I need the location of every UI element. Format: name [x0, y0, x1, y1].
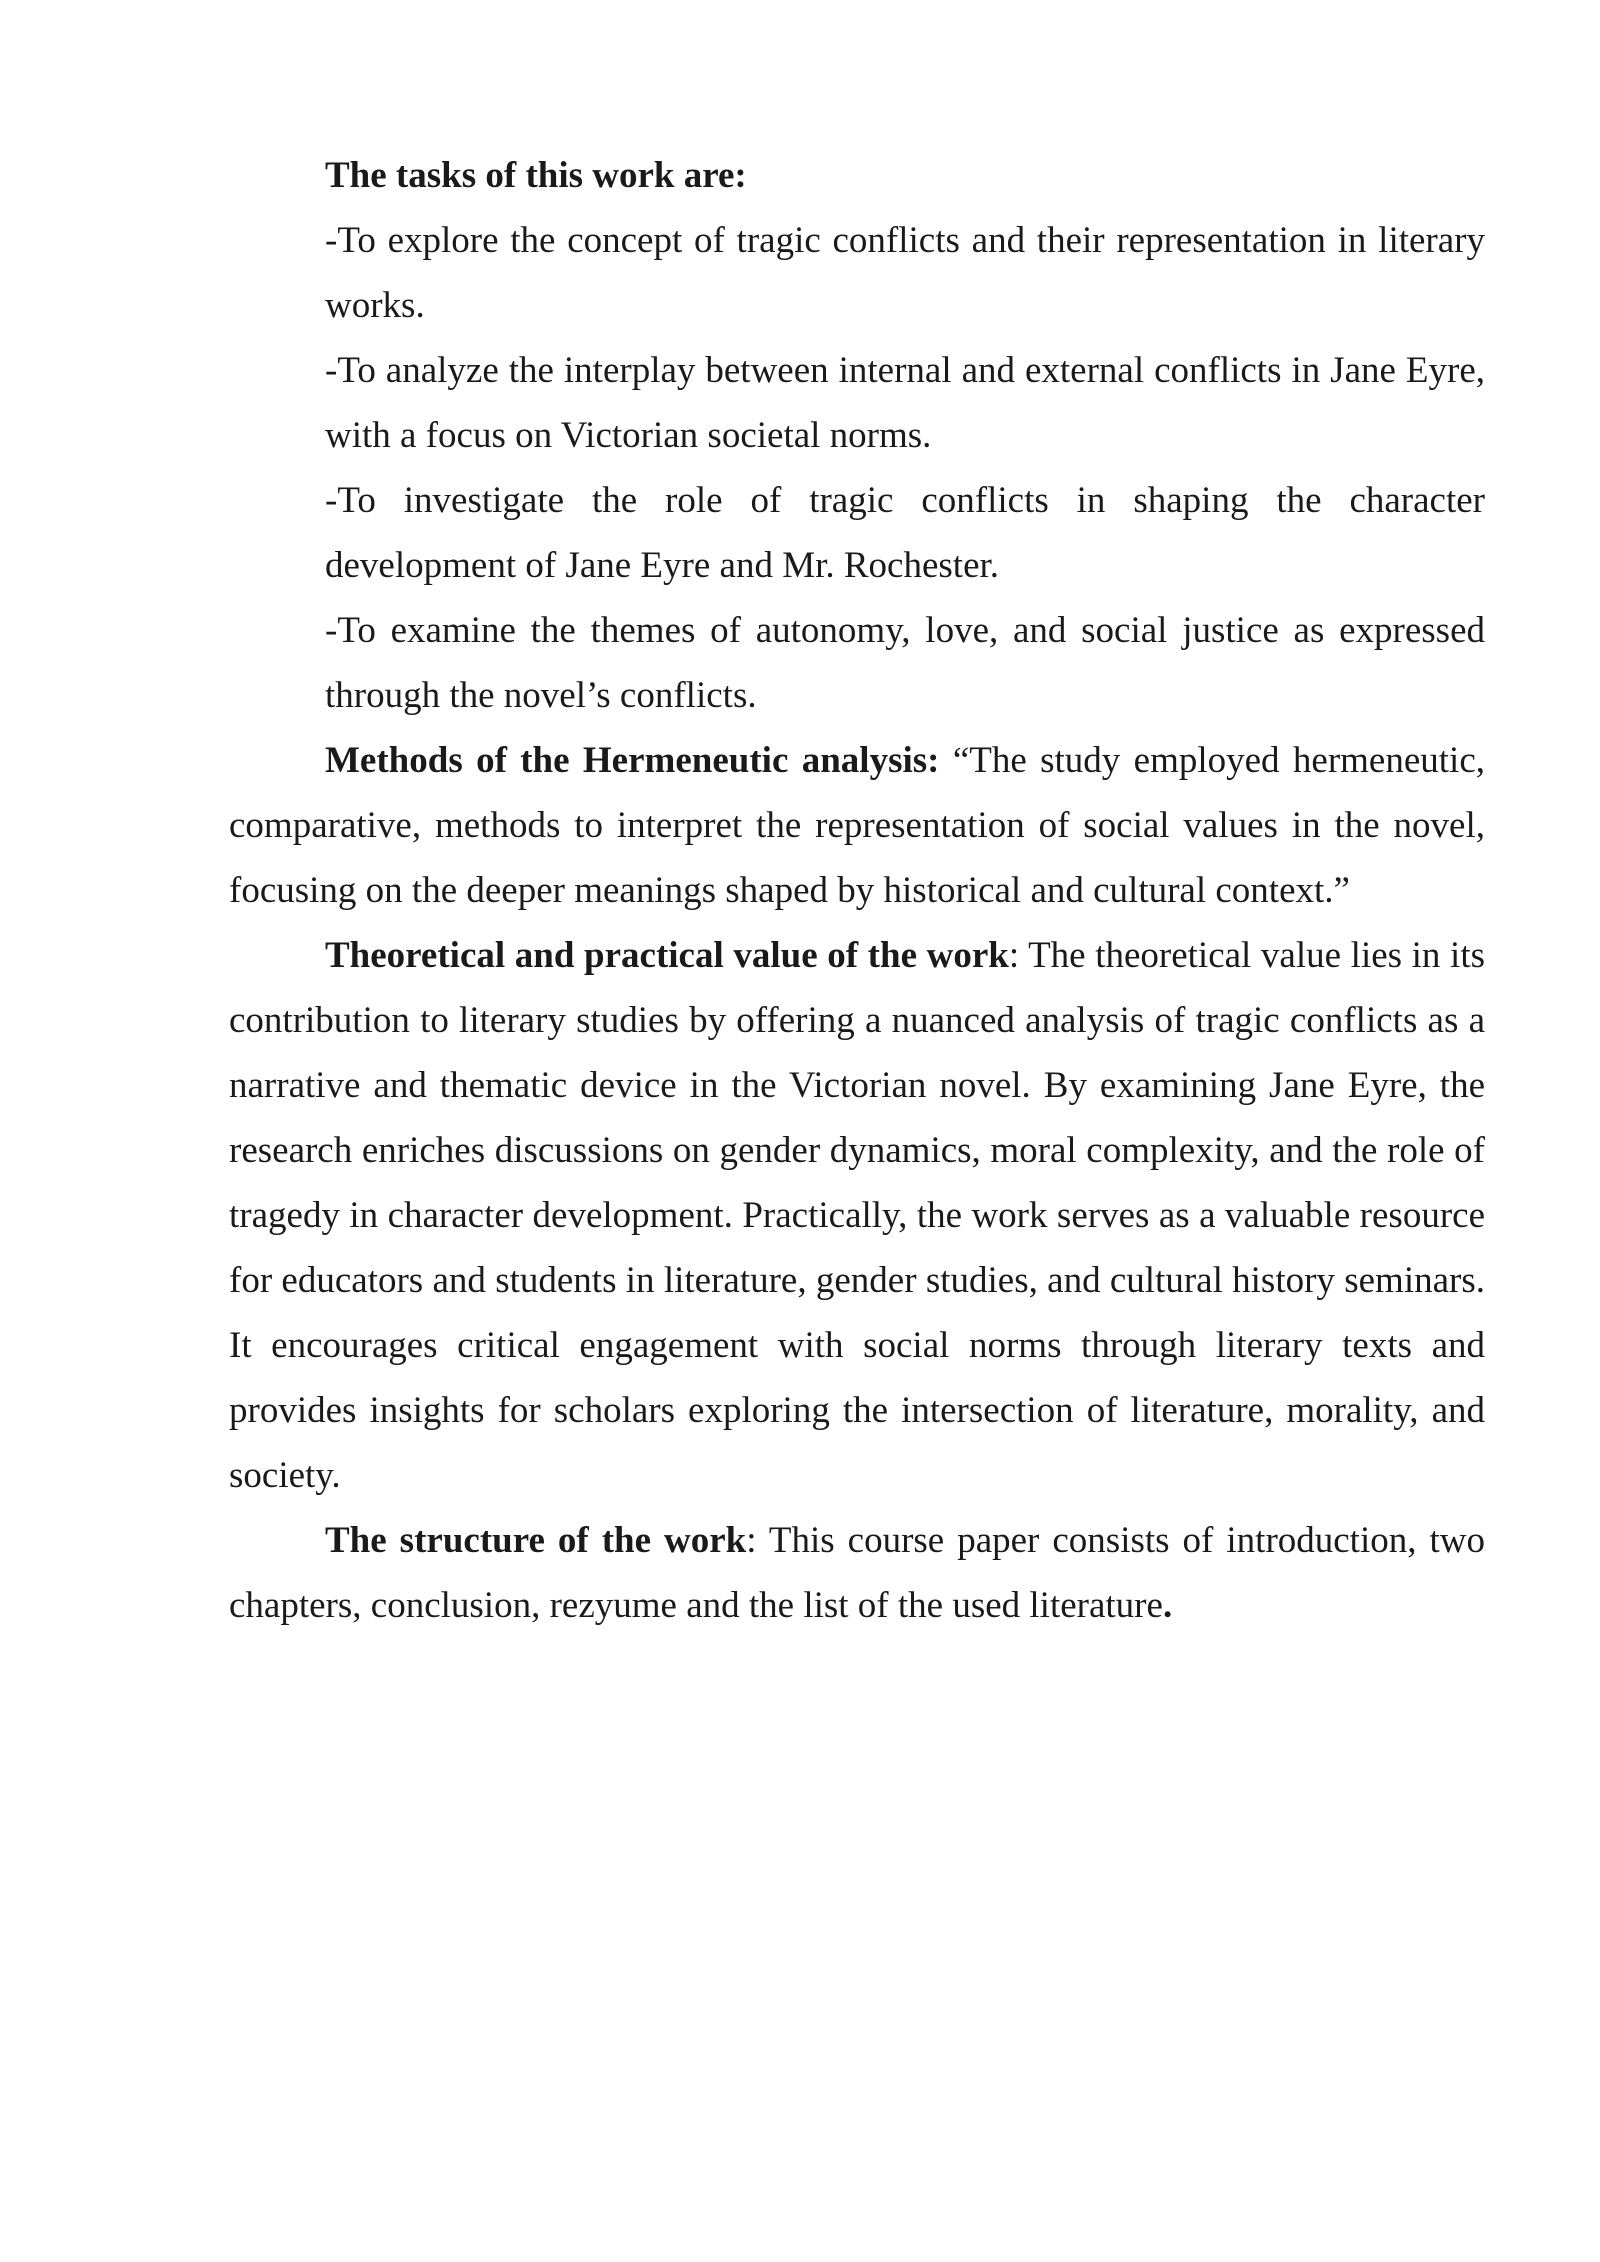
task-item: -To explore the concept of tragic conflicts and their representation in literary works.	[325, 220, 1485, 326]
structure-paragraph	[229, 1508, 1485, 1638]
methods-paragraph	[229, 728, 1485, 923]
value-label: Theoretical and practical value of the work	[325, 935, 1009, 976]
methods-label: Methods of the Hermeneutic analysis:	[325, 740, 940, 781]
structure-label: The structure of the work	[325, 1520, 747, 1561]
value-paragraph	[229, 923, 1485, 1508]
methods-text: “The study employed hermeneutic, comparative, methods to interpret the representation of social values in the novel, focusing on the deeper meanings shaped by historical and cultural context.”	[229, 740, 1485, 911]
value-text: : The theoretical value lies in its contribution to literary studies by offering a nuanced analysis of tragic conflicts as a narrative and thematic device in the Victorian novel. By examining Jane Eyre, the research enriches discussions on gender dynamics, moral complexity, and the role of tragedy in character development. Practically, the work serves as a valuable resource for educators and students in literature, gender studies, and cultural history seminars. It encourages critical engagement with social norms through literary texts and provides insights for scholars exploring the intersection of literature, morality, and society.	[229, 935, 1486, 1496]
task-item: -To examine the themes of autonomy, love, and social justice as expressed through the novel’s conflicts.	[325, 610, 1485, 716]
task-item: -To investigate the role of tragic conflicts in shaping the character development of Jane Eyre and Mr. Rochester.	[325, 480, 1485, 586]
tasks-section	[229, 143, 1485, 728]
structure-end-mark: .	[1162, 1585, 1173, 1626]
task-item: -To analyze the interplay between internal and external conflicts in Jane Eyre, with a focus on Victorian societal norms.	[325, 350, 1485, 456]
tasks-heading: The tasks of this work are:	[325, 155, 747, 196]
page-content	[229, 143, 1485, 1638]
structure-text: : This course paper consists of introduction, two chapters, conclusion, rezyume and the list of the used literature	[229, 1520, 1485, 1626]
